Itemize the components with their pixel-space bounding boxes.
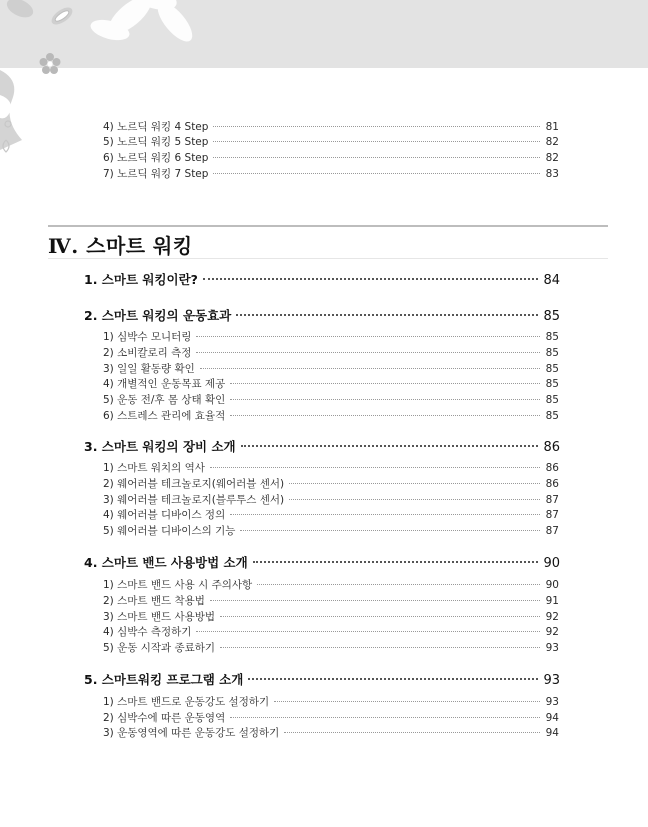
entry-page: 85 bbox=[545, 378, 559, 390]
toc-entry[interactable] bbox=[103, 711, 559, 725]
entry-page: 94 bbox=[545, 712, 559, 724]
leader-dots bbox=[203, 278, 539, 280]
toc-entry[interactable] bbox=[103, 393, 559, 407]
entry-page: 92 bbox=[545, 611, 559, 623]
entry-label: 6) 노르딕 워킹 6 Step bbox=[103, 152, 209, 164]
entry-page: 86 bbox=[545, 462, 559, 474]
entry-label: 5) 노르딕 워킹 5 Step bbox=[103, 136, 209, 148]
entry-page: 85 bbox=[545, 347, 559, 359]
entry-label: 5) 웨어러블 디바이스의 기능 bbox=[103, 525, 236, 537]
entry-page: 92 bbox=[545, 626, 559, 638]
entry-label: 1) 심박수 모니터링 bbox=[103, 331, 192, 343]
leader-dots bbox=[253, 561, 539, 563]
toc-entry[interactable] bbox=[103, 524, 559, 538]
leader-dots bbox=[230, 415, 540, 416]
leader-dots bbox=[213, 126, 540, 127]
toc-entry[interactable] bbox=[103, 578, 559, 592]
chapter-title: 4. 스마트 밴드 사용방법 소개 bbox=[84, 555, 248, 570]
leader-dots bbox=[220, 647, 540, 648]
leader-dots bbox=[213, 157, 540, 158]
entry-page: 87 bbox=[545, 509, 559, 521]
leader-dots bbox=[289, 483, 540, 484]
toc-entry[interactable] bbox=[103, 625, 559, 639]
toc-entry[interactable] bbox=[103, 409, 559, 423]
entry-label: 1) 스마트 밴드 사용 시 주의사항 bbox=[103, 579, 253, 591]
entry-page: 94 bbox=[545, 727, 559, 739]
chapter-page: 85 bbox=[543, 309, 560, 324]
toc-entry[interactable] bbox=[103, 330, 559, 344]
chapter-title: 2. 스마트 워킹의 운동효과 bbox=[84, 308, 232, 323]
chapter-entry[interactable] bbox=[84, 271, 560, 289]
leader-dots bbox=[196, 352, 540, 353]
entry-page: 93 bbox=[545, 642, 559, 654]
toc-entry[interactable] bbox=[103, 610, 559, 624]
leader-dots bbox=[230, 383, 540, 384]
entry-page: 93 bbox=[545, 696, 559, 708]
chapter-title: 3. 스마트 워킹의 장비 소개 bbox=[84, 439, 236, 454]
toc-entry[interactable] bbox=[103, 695, 559, 709]
entry-page: 85 bbox=[545, 363, 559, 375]
leader-dots bbox=[230, 514, 540, 515]
toc-entry[interactable] bbox=[103, 120, 559, 134]
leader-dots bbox=[257, 584, 540, 585]
part-divider bbox=[48, 225, 608, 227]
toc-entry[interactable] bbox=[103, 362, 559, 376]
entry-label: 2) 웨어러블 테크놀로지(웨어러블 센서) bbox=[103, 478, 285, 490]
part-underline bbox=[48, 258, 608, 259]
entry-label: 3) 일일 활동량 확인 bbox=[103, 363, 195, 375]
toc-entry[interactable] bbox=[103, 151, 559, 165]
entry-label: 4) 노르딕 워킹 4 Step bbox=[103, 121, 209, 133]
chapter-page: 86 bbox=[543, 440, 560, 455]
chapter-title: 1. 스마트 워킹이란? bbox=[84, 272, 198, 287]
entry-page: 91 bbox=[545, 595, 559, 607]
entry-page: 90 bbox=[545, 579, 559, 591]
leader-dots bbox=[241, 445, 539, 447]
toc-entry[interactable] bbox=[103, 477, 559, 491]
leader-dots bbox=[213, 141, 540, 142]
entry-label: 4) 웨어러블 디바이스 정의 bbox=[103, 509, 226, 521]
toc-entry[interactable] bbox=[103, 594, 559, 608]
entry-label: 2) 소비칼로리 측정 bbox=[103, 347, 192, 359]
leader-dots bbox=[236, 314, 538, 316]
entry-label: 3) 운동영역에 따른 운동강도 설정하기 bbox=[103, 727, 280, 739]
entry-page: 82 bbox=[545, 136, 559, 148]
leader-dots bbox=[230, 399, 540, 400]
toc-entry[interactable] bbox=[103, 726, 559, 740]
leader-dots bbox=[284, 732, 540, 733]
toc-entry[interactable] bbox=[103, 135, 559, 149]
entry-label: 4) 개별적인 운동목표 제공 bbox=[103, 378, 226, 390]
chapter-page: 84 bbox=[543, 273, 560, 288]
entry-page: 81 bbox=[545, 121, 559, 133]
entry-page: 87 bbox=[545, 525, 559, 537]
entry-label: 3) 웨어러블 테크놀로지(블루투스 센서) bbox=[103, 494, 285, 506]
chapter-entry[interactable] bbox=[84, 671, 560, 689]
entry-page: 85 bbox=[545, 394, 559, 406]
entry-label: 5) 운동 전/후 몸 상태 확인 bbox=[103, 394, 226, 406]
toc-entry[interactable] bbox=[103, 377, 559, 391]
chapter-entry[interactable] bbox=[84, 307, 560, 325]
entry-page: 85 bbox=[545, 410, 559, 422]
chapter-entry[interactable] bbox=[84, 554, 560, 572]
toc-entry[interactable] bbox=[103, 167, 559, 181]
entry-label: 5) 운동 시작과 종료하기 bbox=[103, 642, 216, 654]
leader-dots bbox=[289, 499, 540, 500]
entry-label: 6) 스트레스 관리에 효율적 bbox=[103, 410, 226, 422]
chapter-title: 5. 스마트워킹 프로그램 소개 bbox=[84, 672, 244, 687]
leader-dots bbox=[200, 368, 540, 369]
entry-label: 2) 스마트 밴드 착용법 bbox=[103, 595, 205, 607]
entry-page: 83 bbox=[545, 168, 559, 180]
leader-dots bbox=[210, 467, 540, 468]
chapter-page: 90 bbox=[543, 556, 560, 571]
entry-page: 87 bbox=[545, 494, 559, 506]
toc-entry[interactable] bbox=[103, 346, 559, 360]
toc-entry[interactable] bbox=[103, 641, 559, 655]
leader-dots bbox=[196, 336, 540, 337]
chapter-entry[interactable] bbox=[84, 438, 560, 456]
entry-page: 86 bbox=[545, 478, 559, 490]
entry-label: 1) 스마트 밴드로 운동강도 설정하기 bbox=[103, 696, 270, 708]
toc-entry[interactable] bbox=[103, 493, 559, 507]
leader-dots bbox=[274, 701, 540, 702]
toc-entry[interactable] bbox=[103, 508, 559, 522]
entry-label: 3) 스마트 밴드 사용방법 bbox=[103, 611, 216, 623]
entry-label: 2) 심박수에 따른 운동영역 bbox=[103, 712, 226, 724]
part-title: Ⅳ. 스마트 워킹 bbox=[48, 234, 193, 258]
leader-dots bbox=[213, 173, 540, 174]
leader-dots bbox=[230, 717, 540, 718]
leader-dots bbox=[196, 631, 540, 632]
leader-dots bbox=[240, 530, 540, 531]
chapter-page: 93 bbox=[543, 673, 560, 688]
leader-dots bbox=[248, 678, 538, 680]
entry-label: 7) 노르딕 워킹 7 Step bbox=[103, 168, 209, 180]
entry-page: 82 bbox=[545, 152, 559, 164]
leader-dots bbox=[210, 600, 540, 601]
toc-entry[interactable] bbox=[103, 461, 559, 475]
entry-label: 4) 심박수 측정하기 bbox=[103, 626, 192, 638]
entry-page: 85 bbox=[545, 331, 559, 343]
entry-label: 1) 스마트 워치의 역사 bbox=[103, 462, 205, 474]
leader-dots bbox=[220, 616, 540, 617]
